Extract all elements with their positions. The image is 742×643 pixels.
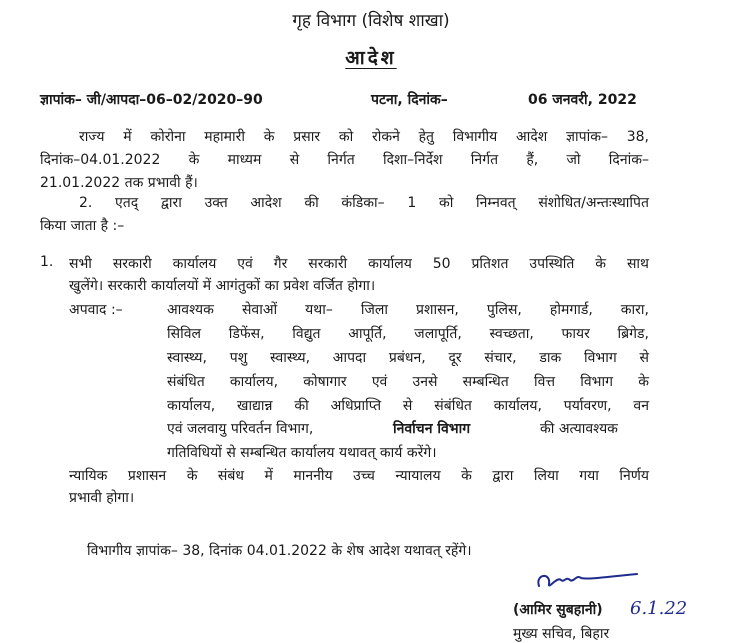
order-title: आदेश	[345, 47, 397, 69]
exception-line4: संबंधित कार्यालय, कोषागार एवं उनसे सम्बन्धित वित्त विभाग के	[167, 374, 649, 390]
department-heading: गृह विभाग (विशेष शाखा)	[292, 11, 450, 31]
handwritten-date: 6.1.22	[630, 598, 688, 619]
election-department-bold: निर्वाचन विभाग	[393, 421, 471, 437]
exception-line5: कार्यालय, खाद्यान्न की अधिप्राप्ति से संबंधित कार्यालय, पर्यावरण, वन	[167, 398, 649, 414]
exception-label: अपवाद :–	[69, 302, 123, 318]
closing-statement: विभागीय ज्ञापांक– 38, दिनांक 04.01.2022 के शेष आदेश यथावत् रहेंगे।	[87, 543, 472, 559]
item1-line1: सभी सरकारी कार्यालय एवं गैर सरकारी कार्यालय 50 प्रतिशत उपस्थिति के साथ	[69, 256, 649, 272]
para1-line3: 21.01.2022 तक प्रभावी हैं।	[40, 175, 198, 191]
para1-line1: राज्य में कोरोना महामारी के प्रसार को रोकने हेतु विभागीय आदेश ज्ञापांक– 38,	[79, 129, 649, 145]
signature-image	[533, 566, 643, 596]
judicial-line2: प्रभावी होगा।	[69, 490, 135, 506]
para2-line1: 2. एतद् द्वारा उक्त आदेश की कंडिका– 1 को निम्नवत् संशोधित/अन्तःस्थापित	[79, 195, 649, 211]
place-date-label: पटना, दिनांक–	[371, 92, 448, 108]
exception-line6: एवं जलवायु परिवर्तन विभाग,	[167, 421, 314, 437]
exception-line7: गतिविधियों से सम्बन्धित कार्यालय यथावत् कार्य करेंगे।	[167, 445, 437, 461]
signatory-name: (आमिर सुबहानी)	[513, 602, 603, 618]
exception-line2: सिविल डिफेंस, विद्युत आपूर्ति, जलापूर्ति, स्वच्छता, फायर ब्रिगेड,	[167, 326, 649, 342]
item1-line2: खुलेंगे। सरकारी कार्यालयों में आगंतुकों का प्रवेश वर्जित होगा।	[69, 278, 376, 294]
exception-line1: आवश्यक सेवाओं यथा– जिला प्रशासन, पुलिस, होमगार्ड, कारा,	[167, 302, 649, 318]
signatory-designation: मुख्य सचिव, बिहार	[513, 626, 610, 642]
exception-line6-tail: की अत्यावश्यक	[540, 421, 618, 437]
exception-line3: स्वास्थ्य, पशु स्वास्थ्य, आपदा प्रबंधन, दूर संचार, डाक विभाग से	[167, 350, 649, 366]
order-date: 06 जनवरी, 2022	[528, 92, 637, 108]
para2-line2: किया जाता है :–	[40, 218, 125, 234]
judicial-line1: न्यायिक प्रशासन के संबंध में माननीय उच्च न्यायालय के द्वारा लिया गया निर्णय	[69, 468, 649, 484]
para1-line2: दिनांक–04.01.2022 के माध्यम से निर्गत दिशा–निर्देश निर्गत हैं, जो दिनांक–	[40, 152, 649, 168]
memo-number: ज्ञापांक– जी/आपदा–06–02/2020–90	[40, 92, 263, 108]
item-number: 1.	[40, 254, 54, 270]
